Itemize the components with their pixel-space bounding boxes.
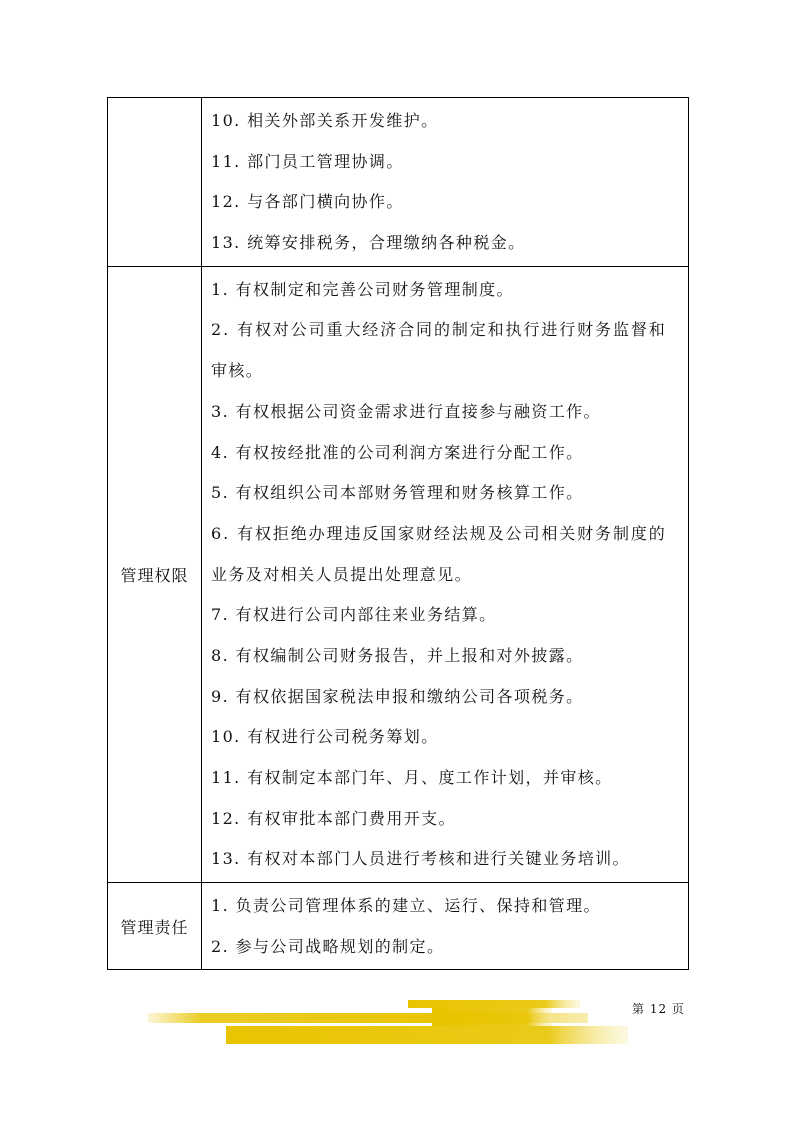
- list-item: 10. 有权进行公司税务筹划。: [211, 727, 439, 747]
- row-label-management-responsibility: 管理责任: [108, 883, 202, 970]
- row-content: [202, 98, 689, 267]
- list-item: 10. 相关外部关系开发维护。: [211, 111, 439, 130]
- row-label: [108, 98, 202, 267]
- page-number: 第 12 页: [632, 1002, 685, 1016]
- list-item: 1. 有权制定和完善公司财务管理制度。: [211, 279, 514, 299]
- row-content: [202, 266, 689, 882]
- list-item-continuation: 业务及对相关人员提出处理意见。: [211, 564, 473, 584]
- table-row: [108, 883, 689, 970]
- list-item: 13. 有权对本部门人员进行考核和进行关键业务培训。: [211, 849, 630, 869]
- table-row: [108, 98, 689, 267]
- list-item: 13. 统筹安排税务，合理缴纳各种税金。: [211, 233, 526, 253]
- list-item: 4. 有权按经批准的公司利润方案进行分配工作。: [211, 442, 584, 462]
- footer-bar-middle: [148, 1013, 588, 1023]
- list-item: 11. 有权制定本部门年、月、度工作计划，并审核。: [211, 768, 613, 787]
- list-item-continuation: 审核。: [211, 361, 264, 381]
- footer-bar-accent: [432, 1008, 552, 1026]
- list-item: 1. 负责公司管理体系的建立、运行、保持和管理。: [211, 896, 601, 916]
- list-item: 12. 与各部门横向协作。: [211, 192, 404, 212]
- list-item: 9. 有权依据国家税法申报和缴纳公司各项税务。: [211, 686, 584, 706]
- list-item: 5. 有权组织公司本部财务管理和财务核算工作。: [211, 483, 584, 503]
- list-item: 3. 有权根据公司资金需求进行直接参与融资工作。: [211, 401, 601, 421]
- table-row: [108, 266, 689, 882]
- list-item: 6. 有权拒绝办理违反国家财经法规及公司相关财务制度的: [211, 523, 667, 543]
- row-label-management-authority: 管理权限: [108, 266, 202, 882]
- list-item: 2. 参与公司战略规划的制定。: [211, 936, 445, 956]
- footer-bar-bottom: [226, 1026, 628, 1044]
- row-content: [202, 883, 689, 970]
- list-item: 8. 有权编制公司财务报告，并上报和对外披露。: [211, 645, 584, 665]
- list-item: 12. 有权审批本部门费用开支。: [211, 808, 456, 828]
- list-item: 7. 有权进行公司内部往来业务结算。: [211, 605, 497, 625]
- footer-bar-top: [408, 1000, 580, 1008]
- list-item: 11. 部门员工管理协调。: [211, 151, 404, 171]
- responsibility-table: [107, 97, 689, 970]
- list-item: 2. 有权对公司重大经济合同的制定和执行进行财务监督和: [211, 320, 667, 340]
